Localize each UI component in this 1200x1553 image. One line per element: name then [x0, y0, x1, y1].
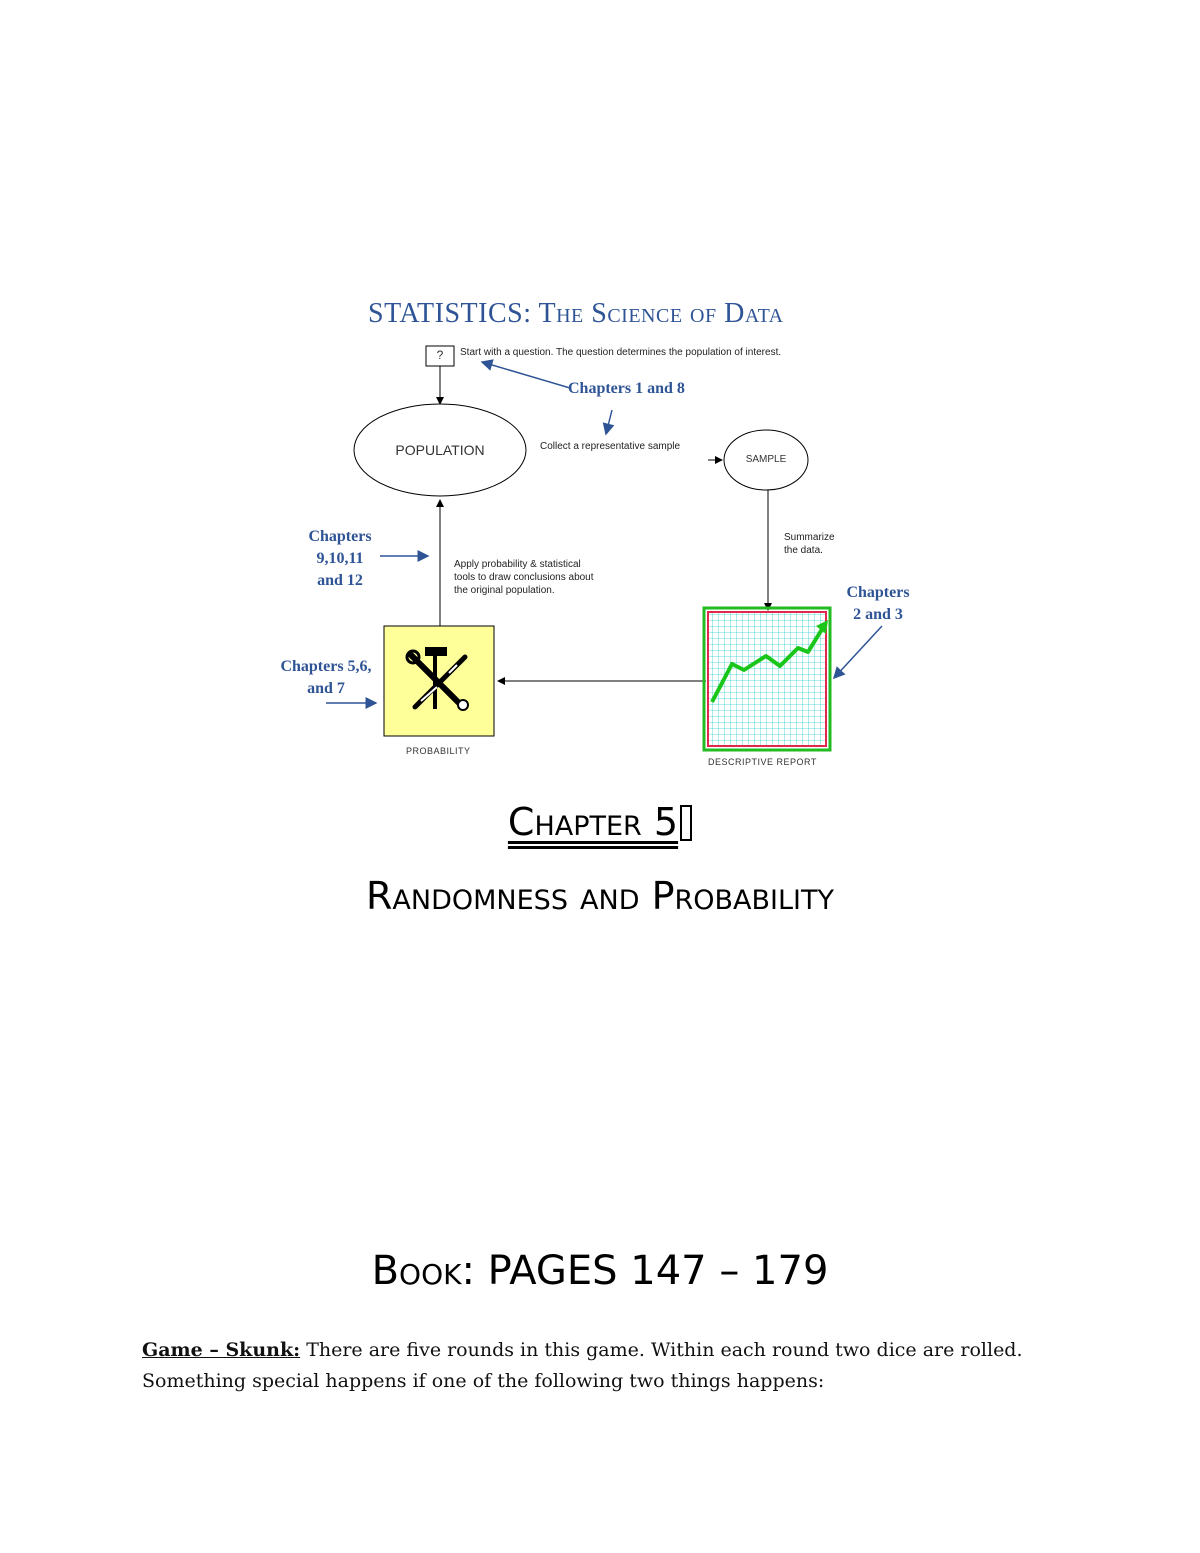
chapters-1-8-label: Chapters 1 and 8	[568, 380, 685, 397]
diagram-title: STATISTICS: The Science of Data	[368, 298, 784, 329]
apply-note-line3: the original population.	[454, 585, 555, 596]
game-text: There are five rounds in this game. Within each round two dice are rolled. Something special happens if one of the following two things happens:	[142, 1339, 1023, 1392]
question-mark: ?	[436, 348, 444, 362]
chapters-1-8-arrow-left	[482, 362, 570, 388]
apply-note-line1: Apply probability & statistical	[454, 559, 581, 570]
chapters-2-3-line2: 2 and 3	[853, 606, 903, 623]
question-note: Start with a question. The question determines the population of interest.	[460, 347, 782, 358]
chapter-heading-text: Chapter 5	[507, 800, 679, 844]
chapter-subtitle: Randomness and Probability	[366, 874, 834, 918]
apply-note-line2: tools to draw conclusions about	[454, 572, 594, 583]
chapters-5-7-line2: and 7	[307, 680, 345, 697]
chapters-9-12-line2: 9,10,11	[316, 550, 364, 567]
chapters-9-12-line1: Chapters	[308, 528, 372, 545]
chapters-9-12-line3: and 12	[317, 572, 363, 589]
chapters-5-7-line1: Chapters 5,6,	[280, 658, 372, 675]
report-caption: DESCRIPTIVE REPORT	[708, 757, 817, 767]
summarize-note-line1: Summarize	[784, 532, 835, 543]
game-lead: Game – Skunk:	[142, 1339, 301, 1361]
chapters-2-3-line1: Chapters	[846, 584, 910, 601]
book-pages-heading	[0, 1248, 1200, 1294]
statistics-diagram	[268, 290, 940, 780]
sample-label: SAMPLE	[745, 454, 787, 465]
population-label: POPULATION	[395, 442, 485, 458]
game-paragraph	[142, 1335, 1062, 1397]
chapter-heading	[0, 800, 1200, 844]
book-prefix: Book	[371, 1248, 462, 1294]
chapters-2-3-arrow	[834, 626, 882, 678]
chapters-1-8-arrow-down	[606, 410, 612, 434]
probability-caption: PROBABILITY	[406, 746, 471, 756]
book-pages: : PAGES 147 – 179	[461, 1248, 829, 1294]
summarize-note-line2: the data.	[784, 545, 823, 556]
collect-note: Collect a representative sample	[540, 441, 681, 452]
missing-glyph-box	[680, 805, 692, 841]
